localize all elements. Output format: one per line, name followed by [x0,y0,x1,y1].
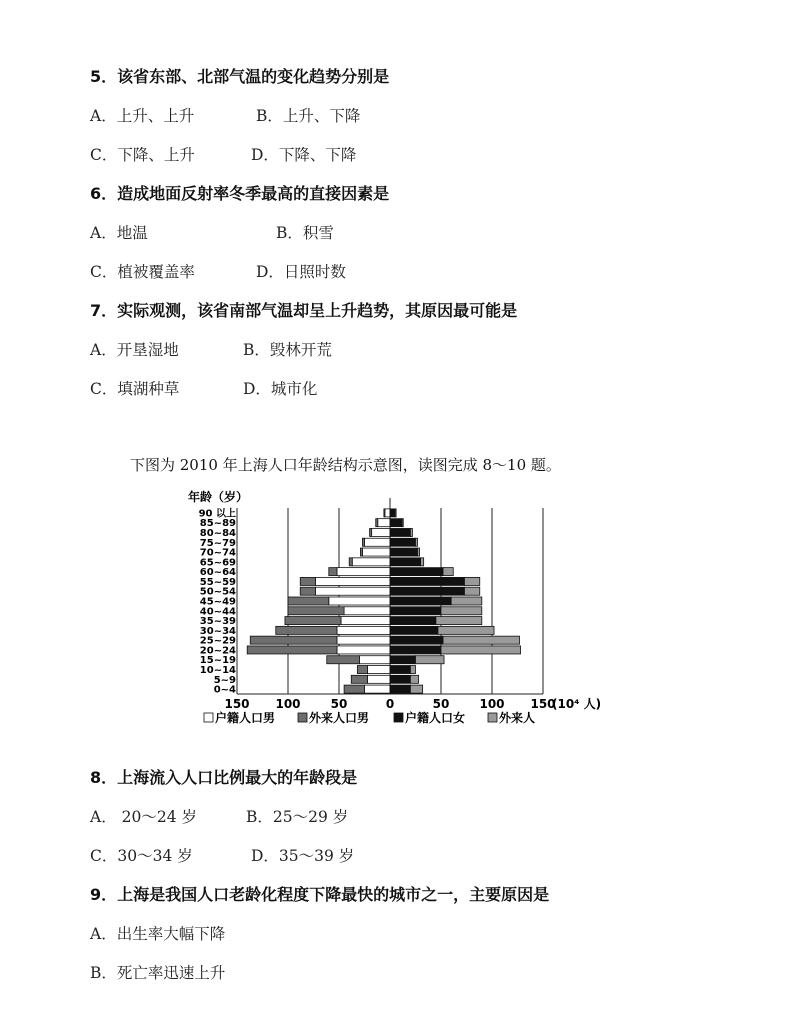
age-tick-label: 20~24 [199,645,236,657]
bar-wailai-female [451,597,482,605]
bar-wailai-male [370,528,372,536]
question-7-stem: 7．实际观测，该省南部气温却呈上升趋势，其原因最可能是 [90,301,518,320]
q5-option-d: D．下降、下降 [251,146,357,164]
age-tick-label: 80~84 [199,527,236,539]
bar-wailai-female [441,646,521,654]
q5-option-b: B．上升、下降 [256,107,361,125]
q6-option-d: D．日照时数 [256,263,346,281]
bar-wailai-male [285,617,341,625]
bar-wailai-female [410,666,415,674]
bar-wailai-male [360,548,362,556]
bar-huji-male [365,685,391,693]
legend-swatch [204,713,213,722]
bar-huji-female [390,509,395,517]
bar-wailai-female [418,548,420,556]
q5-option-c: C．下降、上升 [90,146,195,164]
bar-wailai-female [395,509,396,517]
bar-wailai-female [416,538,418,546]
bar-huji-male [352,558,390,566]
question-6-stem: 6．造成地面反射率冬季最高的直接因素是 [90,184,390,203]
q6-option-c: C．植被覆盖率 [90,263,195,281]
legend-label: 外来人口男 [309,711,370,725]
bar-huji-female [390,685,410,693]
bar-huji-female [390,617,436,625]
bar-huji-female [390,558,421,566]
x-tick-label: 0 [385,697,395,711]
x-tick-label: 50 [432,697,450,711]
age-tick-label: 50~54 [199,586,236,598]
bar-wailai-male [349,558,352,566]
bar-huji-female [390,597,451,605]
bar-huji-female [390,587,464,595]
bar-huji-female [390,656,416,664]
age-tick-label: 5~9 [213,674,236,686]
bar-wailai-male [362,538,364,546]
bar-huji-female [390,626,438,634]
age-tick-label: 35~39 [199,616,236,628]
bar-huji-female [390,548,418,556]
bar-huji-male [368,666,390,674]
bar-wailai-male [288,597,329,605]
bar-huji-male [337,646,390,654]
bar-wailai-female [441,607,482,615]
legend-label: 户籍人口男 [215,711,276,725]
bar-huji-female [390,675,410,683]
bar-huji-female [390,519,402,527]
bar-wailai-female [416,656,445,664]
q9-option-b: B．死亡率迅速上升 [90,964,226,982]
bar-huji-male [337,568,390,576]
bar-huji-female [390,577,464,585]
bar-wailai-male [357,666,367,674]
bar-huji-female [390,538,416,546]
age-tick-label: 45~49 [199,596,236,608]
x-tick-label: 100 [275,697,301,711]
bar-huji-female [390,528,410,536]
chart-unit-label: (10⁴ 人) [552,697,602,711]
bar-wailai-female [402,519,403,527]
bar-huji-male [372,528,390,536]
bar-wailai-male [329,568,337,576]
bar-wailai-male [247,646,337,654]
age-tick-label: 75~79 [199,537,236,549]
chart-grid [237,498,543,694]
legend-label: 户籍人口女 [405,711,466,725]
bar-huji-female [390,666,410,674]
bar-huji-female [390,568,443,576]
bar-huji-male [329,597,390,605]
age-tick-label: 55~59 [199,576,236,588]
bar-wailai-female [464,577,479,585]
q7-option-d: D．城市化 [243,380,318,398]
bar-huji-male [316,587,390,595]
chart-legend [204,710,535,725]
bar-wailai-male [288,607,344,615]
bar-wailai-male [344,685,364,693]
legend-swatch [394,713,403,722]
bar-wailai-male [376,519,378,527]
q7-option-c: C．填湖种草 [90,380,180,398]
bar-huji-male [316,577,390,585]
legend-label: 外来人 [499,711,536,725]
x-tick-label: 150 [530,697,556,711]
bar-huji-male [378,519,390,527]
question-5-stem: 5．该省东部、北部气温的变化趋势分别是 [90,67,390,86]
bar-huji-male [385,509,390,517]
bar-wailai-male [250,636,337,644]
q7-option-b: B．毁林开荒 [243,341,332,359]
bar-huji-male [365,538,391,546]
bar-huji-female [390,607,441,615]
bar-wailai-female [443,636,520,644]
age-tick-label: 0~4 [213,684,236,696]
question-8-stem: 8．上海流入人口比例最大的年龄段是 [90,768,358,787]
bar-huji-female [390,636,443,644]
age-tick-label: 15~19 [199,655,236,667]
bar-wailai-female [438,626,494,634]
x-tick-label: 150 [224,697,250,711]
age-tick-label: 25~29 [199,635,236,647]
bar-huji-male [359,656,390,664]
q8-option-b: B．25～29 岁 [246,808,349,826]
chart-ylabel: 年龄（岁） [188,490,249,504]
q8-option-d: D．35～39 岁 [251,847,355,865]
bar-wailai-female [421,558,424,566]
bar-wailai-female [410,675,418,683]
x-tick-label: 100 [479,697,505,711]
bar-huji-male [337,636,390,644]
bar-huji-male [368,675,390,683]
bar-wailai-female [436,617,482,625]
q6-option-b: B．积雪 [276,224,334,242]
chart-intro: 下图为 2010 年上海人口年龄结构示意图，读图完成 8～10 题。 [130,456,561,474]
age-tick-label: 90 以上 [198,508,236,520]
bar-wailai-female [464,587,479,595]
population-pyramid-chart [180,484,610,734]
bar-wailai-male [351,675,367,683]
bar-huji-male [341,617,390,625]
bar-huji-male [337,626,390,634]
x-tick-label: 50 [330,697,348,711]
q9-option-a: A．出生率大幅下降 [90,925,226,943]
legend-swatch [488,713,497,722]
bar-wailai-male [276,626,337,634]
q5-option-a: A．上升、上升 [90,107,195,125]
question-9-stem: 9．上海是我国人口老龄化程度下降最快的城市之一，主要原因是 [90,885,550,904]
q7-option-a: A．开垦湿地 [90,341,179,359]
age-tick-label: 65~69 [199,557,236,569]
bar-wailai-male [300,587,315,595]
bar-wailai-female [410,528,412,536]
bar-wailai-male [384,509,385,517]
bar-huji-male [362,548,390,556]
bar-wailai-male [300,577,315,585]
q6-option-a: A．地温 [90,224,148,242]
age-tick-label: 10~14 [199,665,236,677]
age-tick-label: 70~74 [199,547,236,559]
q8-option-a: A． 20～24 岁 [90,808,197,826]
bar-wailai-female [443,568,453,576]
legend-swatch [298,713,307,722]
age-tick-label: 85~89 [199,518,236,530]
bar-wailai-male [327,656,360,664]
age-tick-label: 60~64 [199,567,236,579]
age-tick-label: 40~44 [199,606,236,618]
bar-huji-female [390,646,441,654]
age-tick-label: 30~34 [199,625,236,637]
q8-option-c: C．30～34 岁 [90,847,193,865]
bar-wailai-female [410,685,422,693]
bar-huji-male [344,607,390,615]
